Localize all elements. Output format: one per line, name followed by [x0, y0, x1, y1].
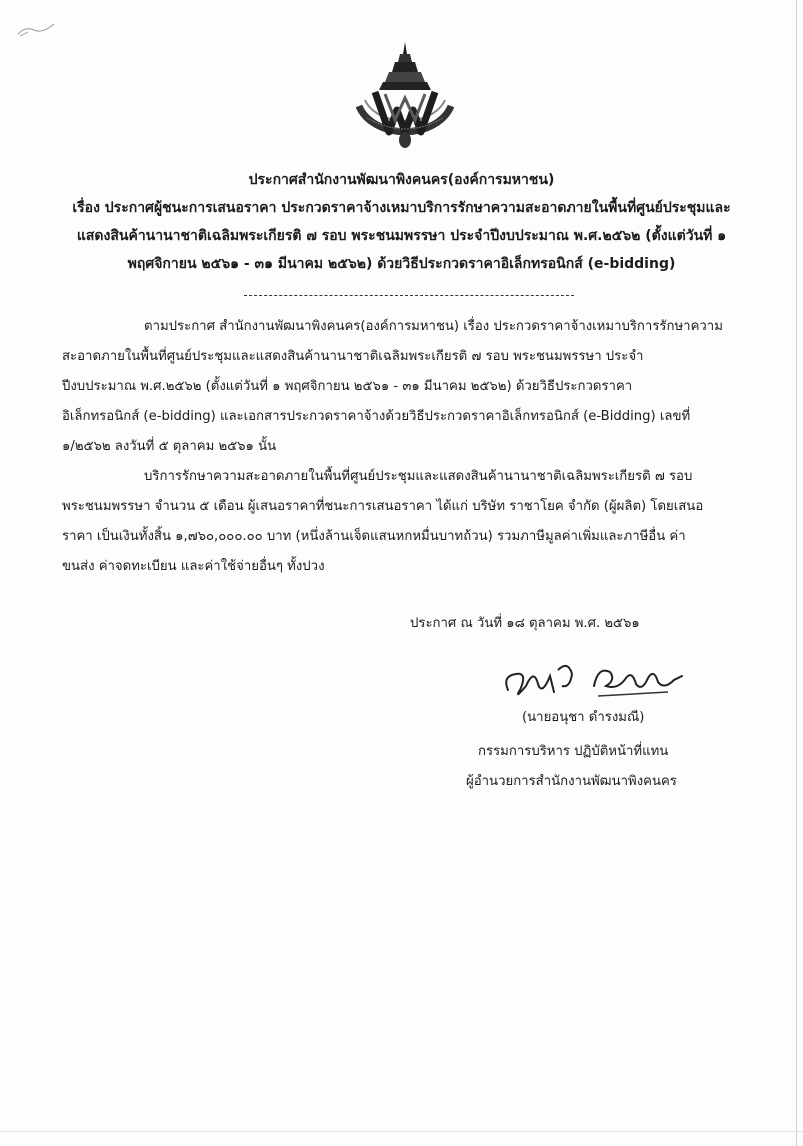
paragraph-2-line-4: ขนส่ง ค่าจดทะเบียน และค่าใช้จ่ายอื่นๆ ทั้งปวง [62, 559, 325, 574]
scan-smudge [14, 18, 60, 40]
handwritten-signature-icon [498, 656, 688, 706]
subject-line-2: แสดงสินค้านานาชาติเฉลิมพระเกียรติ ๗ รอบ พระชนมพรรษา ประจำปีงบประมาณ พ.ศ.๒๕๖๒ (ตั้งแต่วันที่ ๑ [76, 228, 727, 244]
dashed-divider [244, 295, 574, 296]
paragraph-1-line-1: ตามประกาศ สำนักงานพัฒนาพิงคนคร(องค์การมหาชน) เรื่อง ประกวดราคาจ้างเหมาบริการรักษาความ [144, 319, 723, 334]
subject-line-1: เรื่อง ประกาศผู้ชนะการเสนอราคา ประกวดราคาจ้างเหมาบริการรักษาความสะอาดภายในพื้นที่ศูนย์ประชุมและ [72, 200, 731, 216]
organization-emblem-icon [345, 40, 465, 152]
paragraph-1-line-5: ๑/๒๕๖๒ ลงวันที่ ๕ ตุลาคม ๒๕๖๑ นั้น [62, 439, 277, 454]
signatory-position-1: กรรมการบริหาร ปฏิบัติหน้าที่แทน [478, 744, 669, 759]
paragraph-2-line-2: พระชนมพรรษา จำนวน ๕ เดือน ผู้เสนอราคาที่ชนะการเสนอราคา ได้แก่ บริษัท ราชาโยค จำกัด (ผู้ผลิต) โดยเสนอ [62, 499, 704, 514]
paragraph-2-line-1: บริการรักษาความสะอาดภายในพื้นที่ศูนย์ประชุมและแสดงสินค้านานาชาติเฉลิมพระเกียรติ ๗ รอบ [144, 469, 693, 484]
paragraph-1-line-2: สะอาดภายในพื้นที่ศูนย์ประชุมและแสดงสินค้านานาชาติเฉลิมพระเกียรติ ๗ รอบ พระชนมพรรษา ประจำ [62, 349, 644, 364]
signatory-position-2: ผู้อำนวยการสำนักงานพัฒนาพิงคนคร [466, 774, 677, 789]
signatory-name: (นายอนุชา ดำรงมณี) [522, 710, 645, 725]
paragraph-2-line-3: ราคา เป็นเงินทั้งสิ้น ๑,๗๖๐,๐๐๐.๐๐ บาท (หนึ่งล้านเจ็ดแสนหกหมื่นบาทถ้วน) รวมภาษีมูลค่าเพิ่มและภาษีอื่น ค่า [62, 529, 686, 544]
announcement-date: ประกาศ ณ วันที่ ๑๘ ตุลาคม พ.ศ. ๒๕๖๑ [410, 616, 640, 631]
announcement-header [40, 166, 763, 278]
subject-line-3: พฤศจิกายน ๒๕๖๑ - ๓๑ มีนาคม ๒๕๖๒) ด้วยวิธีประกวดราคาอิเล็กทรอนิกส์ (e-bidding) [127, 256, 676, 272]
organization-title: ประกาศสำนักงานพัฒนาพิงคนคร(องค์การมหาชน) [248, 172, 555, 188]
page-bottom-edge [0, 1131, 803, 1132]
page-edge [796, 0, 797, 1146]
paragraph-1-line-3: ปีงบประมาณ พ.ศ.๒๕๖๒ (ตั้งแต่วันที่ ๑ พฤศจิกายน ๒๕๖๑ - ๓๑ มีนาคม ๒๕๖๒) ด้วยวิธีประกวดราคา [62, 379, 633, 394]
paragraph-1-line-4: อิเล็กทรอนิกส์ (e-bidding) และเอกสารประกวดราคาจ้างด้วยวิธีประกวดราคาอิเล็กทรอนิกส์ (e-Bidding) เลขที่ [62, 409, 691, 424]
